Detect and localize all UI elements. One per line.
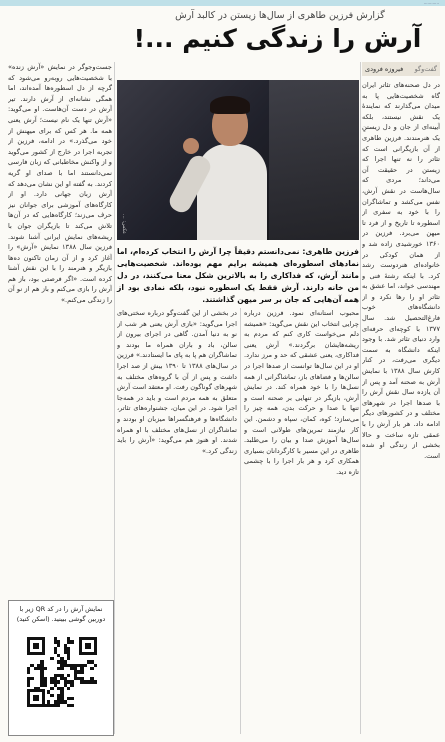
photo-credit: عکس: ... [121,213,127,234]
qr-finder-pattern [79,637,97,655]
column-middle-right [244,308,359,734]
column-right [362,62,440,734]
column-left-text: جست‌وجوگر در نمایش «آرش زنده» با شخصیت‌هایی روبه‌رو می‌شود که گرچه از دل اسطوره‌ها آمده‌اند، اما همگی نشانه‌ای از آرش دارند. تیر آرش در دست آن‌هاست. او می‌گوید: «آرش تنها یک نام نیست؛ آرش یعنی همه ما. هر کس که برای میهنش از خود می‌گذرد.» در ادامه، فرزین از تجربه اجرا در خارج از کشور می‌گوید و از واکنش مخاطبانی که زبان فارسی نمی‌دانستند اما با صدای او گریه کردند. به گفته او این نشان می‌دهد که آرش زبان جهانی دارد. او از کارگاه‌های آموزشی برای جوانان نیز حرف می‌زند؛ کارگاه‌هایی که در آن‌ها تلاش می‌کند تا بازیگران جوان با ریشه‌های نمایش ایرانی آشنا شوند. فرزین سال ۱۳۸۸ نمایش «آرش» را آغاز کرد و از آن زمان تاکنون ده‌ها بازیگر و هنرمند را با این نقش آشنا کرده است. «اگر فرصتی بود، باز هم آرش را بازی می‌کنم و باز هم از نو آن را زندگی می‌کنم.» [8,63,112,305]
photo-figure-hair [210,96,250,114]
column-middle-right-text: محبوب استانه‌ای نمود. فرزین درباره چرایی انتخاب این نقش می‌گوید: «همیشه دلم می‌خواست کاری کنم که مردم به ریشه‌هایشان برگردند.» آرش یعنی فداکاری، یعنی عشقی که حد و مرز ندارد. او در این سال‌ها توانست از صدها اجرا در سالن‌ها و فضاهای باز، تماشاگرانی از همه نسل‌ها را با خود همراه کند. در نمایش آرش، بازیگر در تنهایی بر صحنه است و تنها با صدا و حرکت بدن، همه چیز را می‌سازد؛ کوه، کمان، سپاه و دشمن. این کار نیازمند تمرین‌های طولانی است و سال‌ها آموزش صدا و بیان را می‌طلبد. طاهری در این مسیر با کارگردانان بسیاری همکاری کرد و هر بار اجرا را با چشمی تازه دید. [244,309,359,476]
column-middle-left [117,308,237,734]
article-headline: آرش را زندگی کنیم ...! [133,24,422,53]
qr-finder-pattern [27,637,45,655]
top-strip [0,0,445,6]
qr-finder-pattern [27,689,45,707]
article-lead: فرزین طاهری: نمی‌دانستم دقیقاً چرا آرش را انتخاب کرده‌ام، اما نمادهای اسطوره‌ای همیشه برایم مهم بوده‌اند. شخصیت‌هایی مانند آرش، که فداکاری را به بالاترین شکل معنا می‌کنند، در دل من خانه دارند. آرش فقط یک اسطوره نبود، بلکه نمادی بود از همه آن‌هایی که جان بر سر میهن گذاشتند. [117,247,359,304]
photo-figure-hand [183,138,199,154]
column-divider [240,308,241,734]
photo-background-wall [269,80,359,240]
column-right-text: در دل صحنه‌های تئاتر ایران گاه شخصیت‌هایی پا به میدان می‌گذارند که نمایندهٔ یک نقش نیستند، بلکه آیینه‌ای از جان و دل زیستنِ یک هنرمندند. فرزین طاهری از آن بازیگرانی است که تئاتر را نه تنها اجرا که زیستن در حقیقت آن می‌داند؛ مردی که سال‌هاست در نقش آرش، نفس می‌کشد و تماشاگران را با خود به سفری از اسطوره تا تاریخ و از فرد تا میهن می‌برد. فرزین در ۱۳۶۰ خورشیدی زاده شد و از همان کودکی در خانواده‌ای هنردوست رشد کرد. با اینکه رشتهٔ فنی و مهندسی خواند، اما عشق به تئاتر او را رها نکرد و از دانشگاه‌های خوب فارغ‌التحصیل شد. سال ۱۳۷۷ با کوچه‌ای حرفه‌ای وارد دنیای تئاتر شد. با وجود اینکه دانشگاه به سمت دیگری می‌رفت، در کنار کارش سال ۱۳۸۸ با نمایش آرش به صحنه آمد و پس از آن یازده سال نقش آرش را با صد‌ها اجرا در شهرهای مختلف و در کشورهای دیگر ادامه داد. هر بار آرش را با عمقی تازه ساخت و حالا بخشی از زندگی او شده است. [362,81,440,460]
qr-box [8,600,114,736]
qr-caption: نمایش آرش را در کد QR زیر با دوربین گوشی ببینید. (اسکن کنید) [16,605,106,623]
qr-code[interactable] [27,637,97,707]
column-divider [360,62,361,734]
article-subtitle: گزارش فرزین طاهری از سال‌ها زیستن در کالبد آرش [175,10,385,21]
top-strip-text: ............ [423,0,439,5]
byline-author: فیروزه فرودی [365,65,404,73]
article-photo [117,80,359,240]
byline-tag: گفت‌وگو [414,65,437,73]
photo-figure-body [197,144,267,240]
column-middle-left-text: در بخشی از این گفت‌وگو درباره سختی‌های اجرا می‌گوید: «بازی آرش یعنی هر شب از نو به دنیا آمدن. گاهی در اجرای بیرون از سالن، باد و باران همراه ما بودند و تماشاگران هم پا به پای ما ایستادند.» فرزین در سال‌های ۱۳۸۸ تا ۱۳۹۰ بیش از صد اجرا داشت و پس از آن با گروه‌های مختلف به شهرهای گوناگون رفت. او معتقد است آرش متعلق به همه مردم است و باید در همه‌جا اجرا شود. در این میان، جشنواره‌های تئاتر، دانشگاه‌ها و فرهنگسراها میزبان او بودند و تماشاگران از نسل‌های مختلف با او همراه شدند. او هنوز هم می‌گوید: «آرش را باید زندگی کرد.» [117,309,237,455]
column-divider [114,62,115,734]
column-left [8,62,112,594]
